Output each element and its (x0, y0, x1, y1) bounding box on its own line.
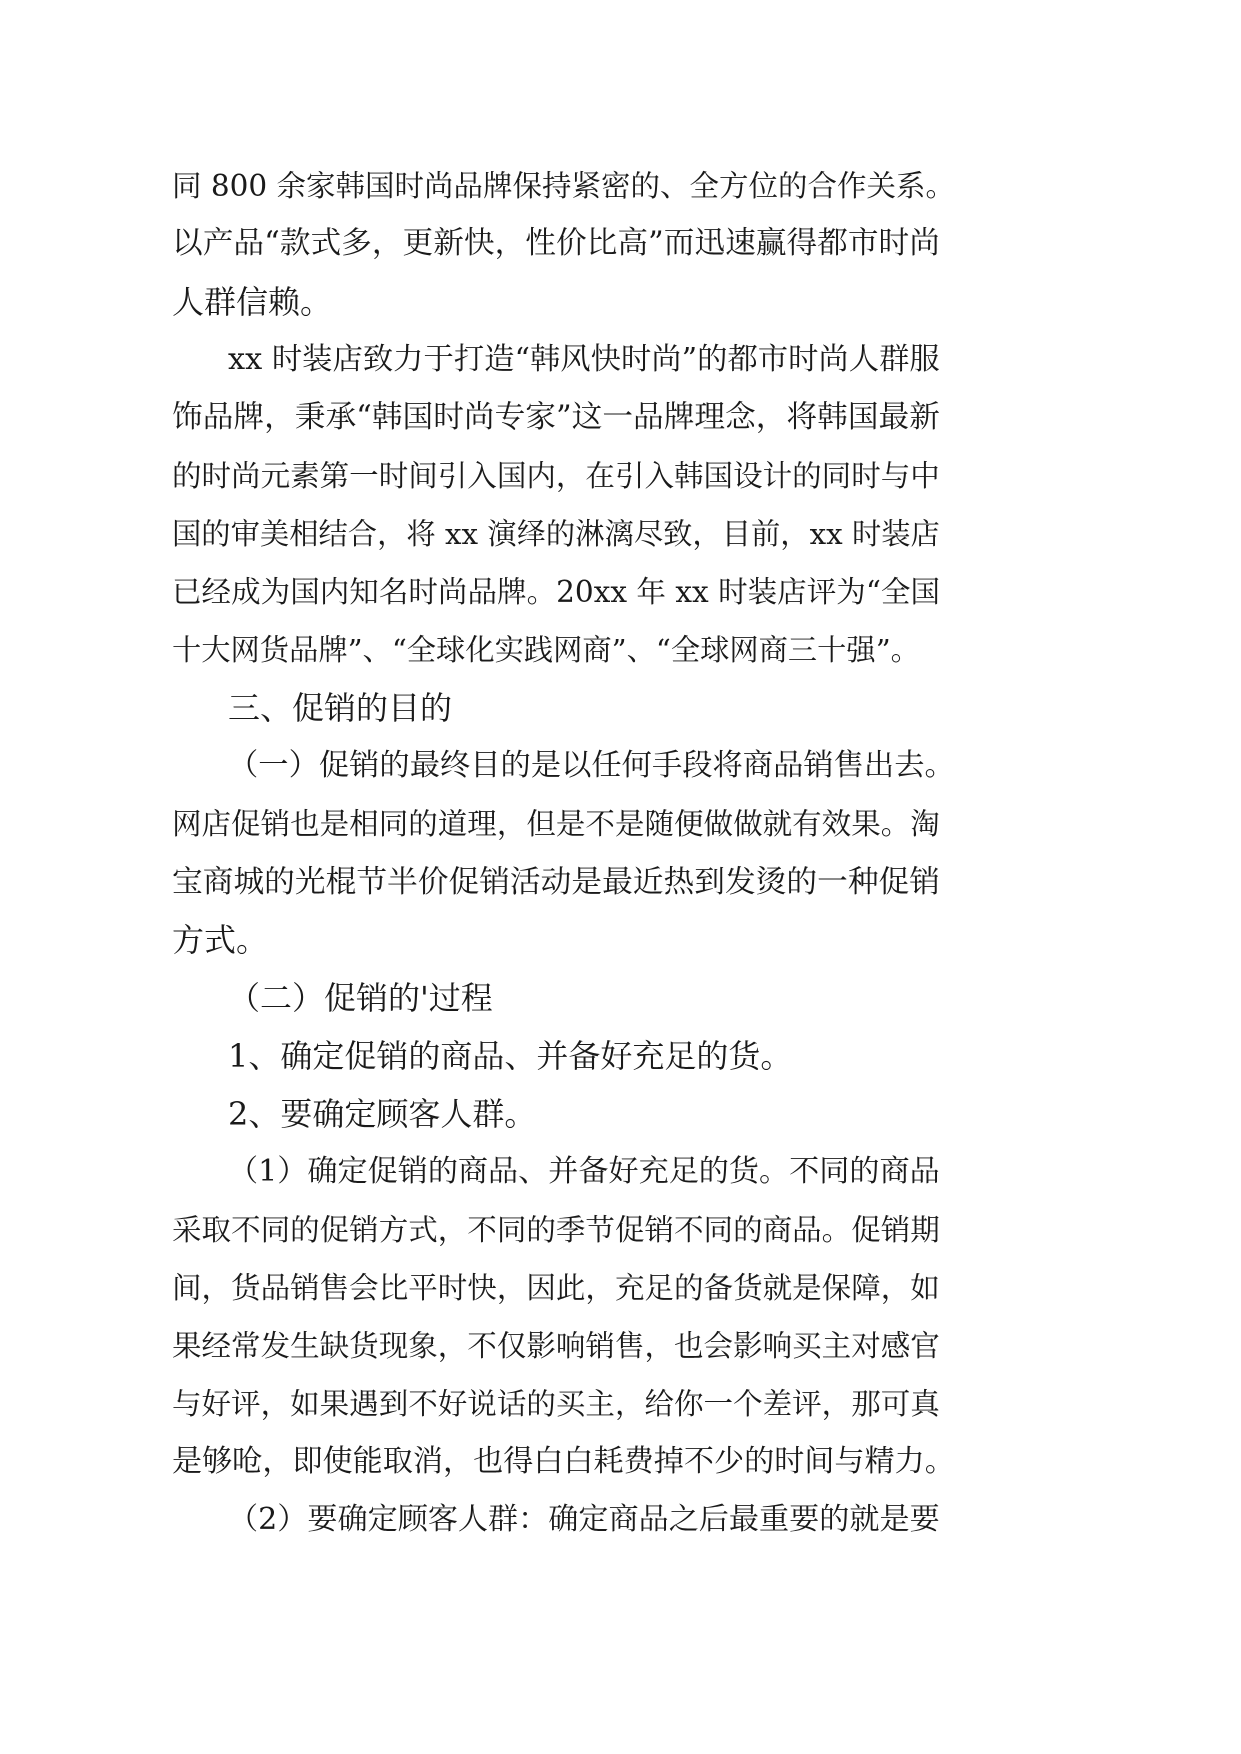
text-line-19: 采取不同的促销方式，不同的季节促销不同的商品。促销期 (172, 1213, 940, 1247)
text-line-20: 间，货品销售会比平时快，因此，充足的备货就是保障，如 (172, 1271, 940, 1305)
text-line-14: 方式。 (172, 921, 269, 959)
text-line-11: （一）促销的最终目的是以任何手段将商品销售出去。 (228, 748, 955, 783)
text-line-2: 以产品“款式多，更新快，性价比高”而迅速赢得都市时尚 (172, 226, 940, 261)
text-line-24: （2）要确定顾客人群：确定商品之后最重要的就是要 (228, 1502, 940, 1537)
text-line-13: 宝商城的光棍节半价促销活动是最近热到发烫的一种促销 (172, 864, 940, 900)
text-line-4: xx 时装店致力于打造“韩风快时尚”的都市时尚人群服 (228, 342, 940, 377)
text-line-8: 已经成为国内知名时尚品牌。20xx 年 xx 时装店评为“全国 (172, 575, 941, 609)
text-line-22: 与好评，如果遇到不好说话的买主，给你一个差评，那可真 (172, 1387, 940, 1421)
text-line-3: 人群信赖。 (172, 283, 333, 321)
text-line-12: 网店促销也是相同的道理，但是不是随便做做就有效果。淘 (172, 807, 940, 841)
text-line-18: （1）确定促销的商品、并备好充足的货。不同的商品 (228, 1154, 940, 1189)
text-line-7: 国的审美相结合，将 xx 演绎的淋漓尽致，目前，xx 时装店 (172, 517, 940, 551)
text-line-5: 饰品牌，秉承“韩国时尚专家”这一品牌理念，将韩国最新 (172, 400, 940, 435)
text-line-1: 同 800 余家韩国时尚品牌保持紧密的、全方位的合作关系。 (172, 169, 956, 203)
subsection-heading: （二）促销的'过程 (228, 979, 493, 1017)
section-heading: 三、促销的目的 (228, 689, 453, 727)
text-line-21: 果经常发生缺货现象，不仅影响销售，也会影响买主对感官 (172, 1329, 940, 1363)
text-line-6: 的时尚元素第一时间引入国内，在引入韩国设计的同时与中 (172, 459, 940, 493)
text-line-23: 是够呛，即使能取消，也得白白耗费掉不少的时间与精力。 (172, 1444, 955, 1479)
text-line-9: 十大网货品牌”、“全球化实践网商”、“全球网商三十强”。 (172, 633, 920, 667)
text-line-17: 2、要确定顾客人群。 (228, 1095, 537, 1133)
text-line-16: 1、确定促销的商品、并备好充足的货。 (228, 1037, 793, 1075)
